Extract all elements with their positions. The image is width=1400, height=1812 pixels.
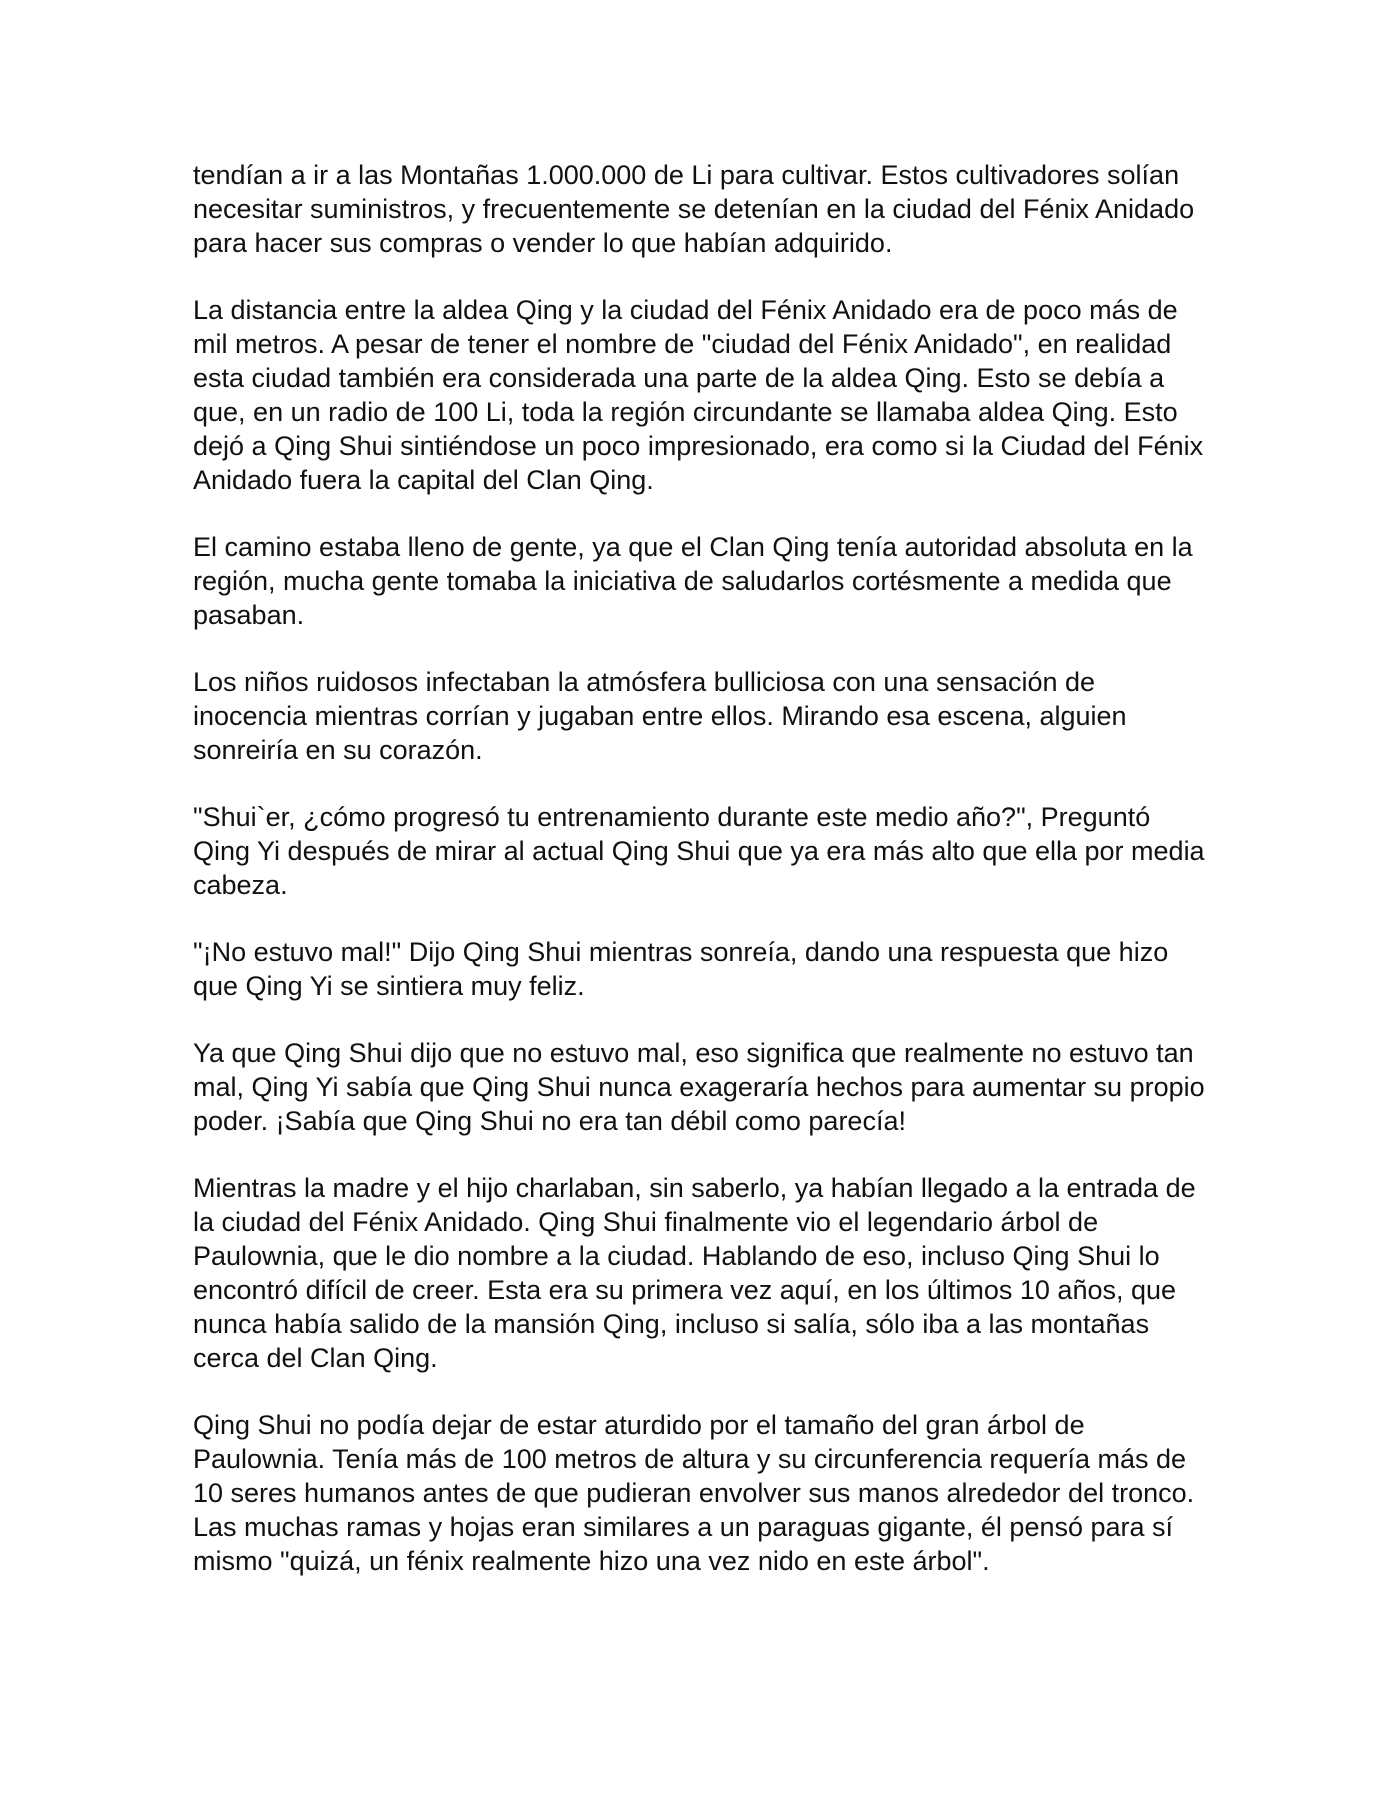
paragraph-4: Los niños ruidosos infectaban la atmósfera bulliciosa con una sensación de inocencia mientras corrían y jugaban entre ellos. Mirando esa escena, alguien sonreiría en su corazón.: [193, 667, 1127, 765]
paragraph-6: "¡No estuvo mal!" Dijo Qing Shui mientras sonreía, dando una respuesta que hizo que Qing Yi se sintiera muy feliz.: [193, 937, 1169, 1001]
paragraph-9: Qing Shui no podía dejar de estar aturdido por el tamaño del gran árbol de Paulownia. Tenía más de 100 metros de altura y su circunferencia requería más de 10 seres humanos antes de que pudieran envolver sus manos alrededor del tronco. Las muchas ramas y hojas eran similares a un paraguas gigante, él pensó para sí mismo "quizá, un fénix realmente hizo una vez nido en este árbol".: [193, 1410, 1195, 1576]
paragraph-3: El camino estaba lleno de gente, ya que el Clan Qing tenía autoridad absoluta en la región, mucha gente tomaba la iniciativa de saludarlos cortésmente a medida que pasaban.: [193, 532, 1193, 630]
paragraph-7: Ya que Qing Shui dijo que no estuvo mal, eso significa que realmente no estuvo tan mal, Qing Yi sabía que Qing Shui nunca exageraría hechos para aumentar su propio poder. ¡Sabía que Qing Shui no era tan débil como parecía!: [193, 1038, 1205, 1136]
paragraph-2: La distancia entre la aldea Qing y la ciudad del Fénix Anidado era de poco más de mil metros. A pesar de tener el nombre de "ciudad del Fénix Anidado", en realidad esta ciudad también era considerada una parte de la aldea Qing. Esto se debía a que, en un radio de 100 Li, toda la región circundante se llamaba aldea Qing. Esto dejó a Qing Shui sintiéndose un poco impresionado, era como si la Ciudad del Fénix Anidado fuera la capital del Clan Qing.: [193, 295, 1204, 495]
paragraph-5: "Shui`er, ¿cómo progresó tu entrenamiento durante este medio año?", Preguntó Qing Yi después de mirar al actual Qing Shui que ya era más alto que ella por media cabeza.: [193, 802, 1205, 900]
paragraph-1: tendían a ir a las Montañas 1.000.000 de Li para cultivar. Estos cultivadores solían necesitar suministros, y frecuentemente se detenían en la ciudad del Fénix Anidado para hacer sus compras o vender lo que habían adquirido.: [193, 160, 1195, 258]
document-body: [193, 158, 1213, 1611]
paragraph-8: Mientras la madre y el hijo charlaban, sin saberlo, ya habían llegado a la entrada de la ciudad del Fénix Anidado. Qing Shui finalmente vio el legendario árbol de Paulownia, que le dio nombre a la ciudad. Hablando de eso, incluso Qing Shui lo encontró difícil de creer. Esta era su primera vez aquí, en los últimos 10 años, que nunca había salido de la mansión Qing, incluso si salía, sólo iba a las montañas cerca del Clan Qing.: [193, 1173, 1196, 1373]
